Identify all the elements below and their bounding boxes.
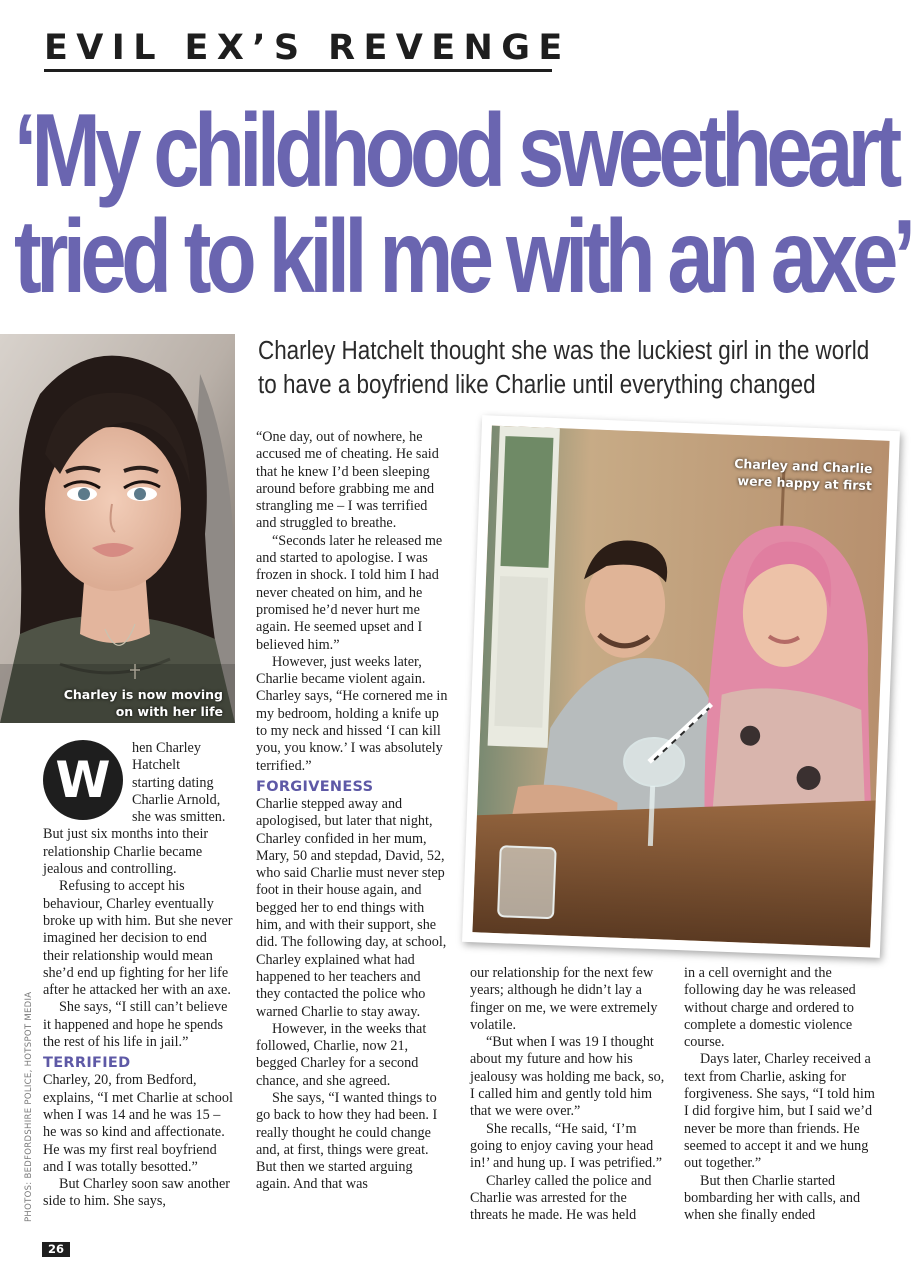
paragraph: She recalls, “He said, ‘I’m going to enjoy caving your head in!’ and hung up. I was petrified.” (470, 1120, 662, 1172)
portrait-photo (0, 334, 235, 723)
paragraph: Charlie stepped away and apologised, but later that night, Charley confided in her mum, Mary, 50 and stepdad, David, 52, who said Charlie must never step foot in their house again, and begged her to end things with him, and with their support, she did. The following day, at school, Charley explained what had happened to her teachers and they contacted the police who warned Charlie to stay away. (256, 795, 447, 1020)
portrait-caption-line-1: Charley is now moving (63, 687, 223, 702)
article-column-4 (684, 965, 880, 1224)
headline-line-2: tried to kill me with an axe’ (14, 199, 911, 315)
intro-wrap (132, 740, 235, 826)
couple-illustration (472, 426, 889, 948)
subheading-terrified: TERRIFIED (43, 1055, 131, 1072)
headline (14, 93, 911, 315)
page-number: 26 (42, 1242, 70, 1257)
paragraph: “But when I was 19 I thought about my future and how his jealousy was holding me back, so, I called him and gently told him that we were over.” (470, 1034, 665, 1120)
paragraph: Refusing to accept his behaviour, Charley eventually broke up with him. But she never imagined her decision to end their relationship would mean she’d end up fighting for her life after he attacked her with an axe. (43, 878, 233, 999)
headline-line-1: ‘My childhood sweetheart (14, 93, 897, 209)
intro-line-4: Charlie Arnold, (132, 791, 221, 808)
paragraph: our relationship for the next few years; although he didn’t lay a finger on me, we were extremely volatile. (470, 965, 658, 1033)
paragraph: in a cell overnight and the following day he was released without charge and ordered to complete a domestic violence course. (684, 965, 856, 1051)
couple-photo-image (472, 426, 889, 948)
paragraph: She says, “I wanted things to go back to how they had been. I really thought he could change and, at first, things were great. But then we started arguing again. And that was (256, 1089, 438, 1193)
intro-line-1: hen Charley (132, 740, 201, 756)
paragraph: But Charley soon saw another side to him. She says, (43, 1176, 231, 1210)
subheading-forgiveness: FORGIVENESS (256, 778, 374, 795)
section-kicker (44, 26, 571, 72)
article-column-1 (43, 740, 235, 1211)
photo-credit: PHOTOS: BEDFORDSHIRE POLICE, HOTSPOT MEDIA (24, 991, 34, 1222)
portrait-caption-line-2: on with her life (115, 704, 223, 719)
paragraph: She says, “I still can’t believe it happened and hope he spends the rest of his life in jail.” (43, 999, 228, 1051)
paragraph: Charley called the police and Charlie was arrested for the threats he made. He was held (470, 1172, 652, 1224)
intro-line-5: she was smitten. (132, 809, 226, 826)
paragraph: But then Charlie started bombarding her with calls, and when she finally ended (684, 1172, 861, 1224)
article-column-3 (470, 965, 666, 1224)
paragraph: Days later, Charley received a text from Charlie, asking for forgiveness. She says, “I told him I did forgive him, but I said we’d never be more than friends. He seemed to accept it and we hung out together.” (684, 1051, 875, 1172)
intro-line-2: Hatchelt (132, 757, 181, 774)
couple-caption-line-2: were happy at first (737, 473, 873, 494)
paragraph: However, just weeks later, Charlie became violent again. Charley says, “He cornered me in my bedroom, holding a knife up to my neck and hissed ‘I can kill you, you know.’ I was absolutely terrified.” (256, 653, 448, 774)
portrait-caption (64, 686, 223, 720)
paragraph: Charley, 20, from Bedford, explains, “I met Charlie at school when I was 14 and he was 15 – he was so kind and affectionate. He was my first real boyfriend and I was totally besotted.” (43, 1072, 233, 1175)
standfirst-line-1: Charley Hatchelt thought she was the luckiest girl in the world (258, 337, 870, 365)
drop-cap: W (43, 740, 123, 820)
standfirst (258, 334, 870, 402)
couple-caption (733, 455, 873, 494)
intro-line-3: starting dating (132, 774, 214, 791)
article-column-2 (256, 429, 448, 1194)
kicker-text: EVIL EX’S REVENGE (44, 28, 571, 68)
portrait-illustration (0, 334, 235, 723)
standfirst-line-2: to have a boyfriend like Charlie until everything changed (258, 371, 816, 399)
paragraph: “One day, out of nowhere, he accused me of cheating. He said that he knew I’d been sleeping around before grabbing me and strangling me – I was terrified and struggled to breathe. (256, 429, 439, 532)
paragraph: However, in the weeks that followed, Charlie, now 21, begged Charley for a second chance, and she agreed. (256, 1020, 427, 1089)
paragraph: But just six months into their relationship Charlie became jealous and controlling. (43, 826, 209, 878)
paragraph: “Seconds later he released me and started to apologise. I was frozen in shock. I told him I had never cheated on him, and he promised he’d never hurt me again. He seemed upset and I believed him.” (256, 532, 443, 653)
couple-caption-line-1: Charley and Charlie (734, 455, 873, 477)
couple-photo (462, 415, 900, 958)
